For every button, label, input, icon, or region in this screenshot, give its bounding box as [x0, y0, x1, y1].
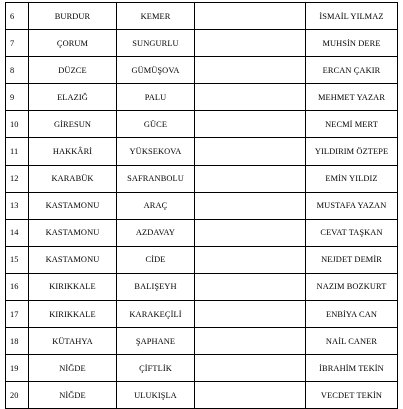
- district-cell: GÜCE: [117, 111, 195, 138]
- row-number-cell: 10: [6, 111, 29, 138]
- row-number-cell: 20: [6, 382, 29, 409]
- table-row: [6, 111, 398, 138]
- empty-cell: [195, 57, 306, 84]
- empty-cell: [195, 219, 306, 246]
- empty-cell: [195, 301, 306, 328]
- name-cell: ENBİYA CAN: [306, 301, 398, 328]
- province-cell: KASTAMONU: [29, 219, 117, 246]
- district-cell: AZDAVAY: [117, 219, 195, 246]
- name-cell: MUSTAFA YAZAN: [306, 192, 398, 219]
- table-row: [6, 3, 398, 30]
- name-cell: CEVAT TAŞKAN: [306, 219, 398, 246]
- table-body: [6, 3, 398, 409]
- name-cell: NAİL CANER: [306, 328, 398, 355]
- official-list-table: [5, 2, 398, 409]
- table-row: [6, 328, 398, 355]
- table-row: [6, 30, 398, 57]
- table-row: [6, 246, 398, 273]
- table-row: [6, 382, 398, 409]
- district-cell: ÇİFTLİK: [117, 355, 195, 382]
- province-cell: HAKKÂRİ: [29, 138, 117, 165]
- row-number-cell: 6: [6, 3, 29, 30]
- province-cell: KÜTAHYA: [29, 328, 117, 355]
- table-row: [6, 301, 398, 328]
- table-row: [6, 355, 398, 382]
- table-row: [6, 273, 398, 300]
- province-cell: ÇORUM: [29, 30, 117, 57]
- empty-cell: [195, 111, 306, 138]
- empty-cell: [195, 30, 306, 57]
- empty-cell: [195, 84, 306, 111]
- province-cell: KASTAMONU: [29, 246, 117, 273]
- province-cell: NİĞDE: [29, 382, 117, 409]
- row-number-cell: 18: [6, 328, 29, 355]
- row-number-cell: 17: [6, 301, 29, 328]
- district-cell: SUNGURLU: [117, 30, 195, 57]
- table-row: [6, 192, 398, 219]
- row-number-cell: 16: [6, 273, 29, 300]
- row-number-cell: 15: [6, 246, 29, 273]
- table-row: [6, 84, 398, 111]
- empty-cell: [195, 328, 306, 355]
- province-cell: BURDUR: [29, 3, 117, 30]
- row-number-cell: 14: [6, 219, 29, 246]
- table-row: [6, 57, 398, 84]
- empty-cell: [195, 246, 306, 273]
- province-cell: KIRIKKALE: [29, 273, 117, 300]
- empty-cell: [195, 138, 306, 165]
- province-cell: GİRESUN: [29, 111, 117, 138]
- empty-cell: [195, 355, 306, 382]
- name-cell: YILDIRIM ÖZTEPE: [306, 138, 398, 165]
- table-row: [6, 165, 398, 192]
- table-row: [6, 219, 398, 246]
- empty-cell: [195, 3, 306, 30]
- province-cell: NİĞDE: [29, 355, 117, 382]
- district-cell: CİDE: [117, 246, 195, 273]
- row-number-cell: 13: [6, 192, 29, 219]
- row-number-cell: 19: [6, 355, 29, 382]
- row-number-cell: 12: [6, 165, 29, 192]
- district-cell: SAFRANBOLU: [117, 165, 195, 192]
- name-cell: İSMAİL YILMAZ: [306, 3, 398, 30]
- province-cell: KARABÜK: [29, 165, 117, 192]
- province-cell: DÜZCE: [29, 57, 117, 84]
- name-cell: İBRAHİM TEKİN: [306, 355, 398, 382]
- row-number-cell: 8: [6, 57, 29, 84]
- district-cell: PALU: [117, 84, 195, 111]
- province-cell: ELAZIĞ: [29, 84, 117, 111]
- empty-cell: [195, 192, 306, 219]
- row-number-cell: 9: [6, 84, 29, 111]
- empty-cell: [195, 382, 306, 409]
- name-cell: VECDET TEKİN: [306, 382, 398, 409]
- name-cell: EMİN YILDIZ: [306, 165, 398, 192]
- district-cell: KEMER: [117, 3, 195, 30]
- district-cell: ŞAPHANE: [117, 328, 195, 355]
- district-cell: YÜKSEKOVA: [117, 138, 195, 165]
- table-row: [6, 138, 398, 165]
- name-cell: NECMİ MERT: [306, 111, 398, 138]
- district-cell: GÜMÜŞOVA: [117, 57, 195, 84]
- name-cell: ERCAN ÇAKIR: [306, 57, 398, 84]
- empty-cell: [195, 273, 306, 300]
- district-cell: ARAÇ: [117, 192, 195, 219]
- empty-cell: [195, 165, 306, 192]
- province-cell: KASTAMONU: [29, 192, 117, 219]
- name-cell: MEHMET YAZAR: [306, 84, 398, 111]
- row-number-cell: 11: [6, 138, 29, 165]
- district-cell: ULUKIŞLA: [117, 382, 195, 409]
- province-cell: KIRIKKALE: [29, 301, 117, 328]
- name-cell: MUHSİN DERE: [306, 30, 398, 57]
- district-cell: KARAKEÇİLİ: [117, 301, 195, 328]
- name-cell: NAZIM BOZKURT: [306, 273, 398, 300]
- name-cell: NEJDET DEMİR: [306, 246, 398, 273]
- row-number-cell: 7: [6, 30, 29, 57]
- district-cell: BALIŞEYH: [117, 273, 195, 300]
